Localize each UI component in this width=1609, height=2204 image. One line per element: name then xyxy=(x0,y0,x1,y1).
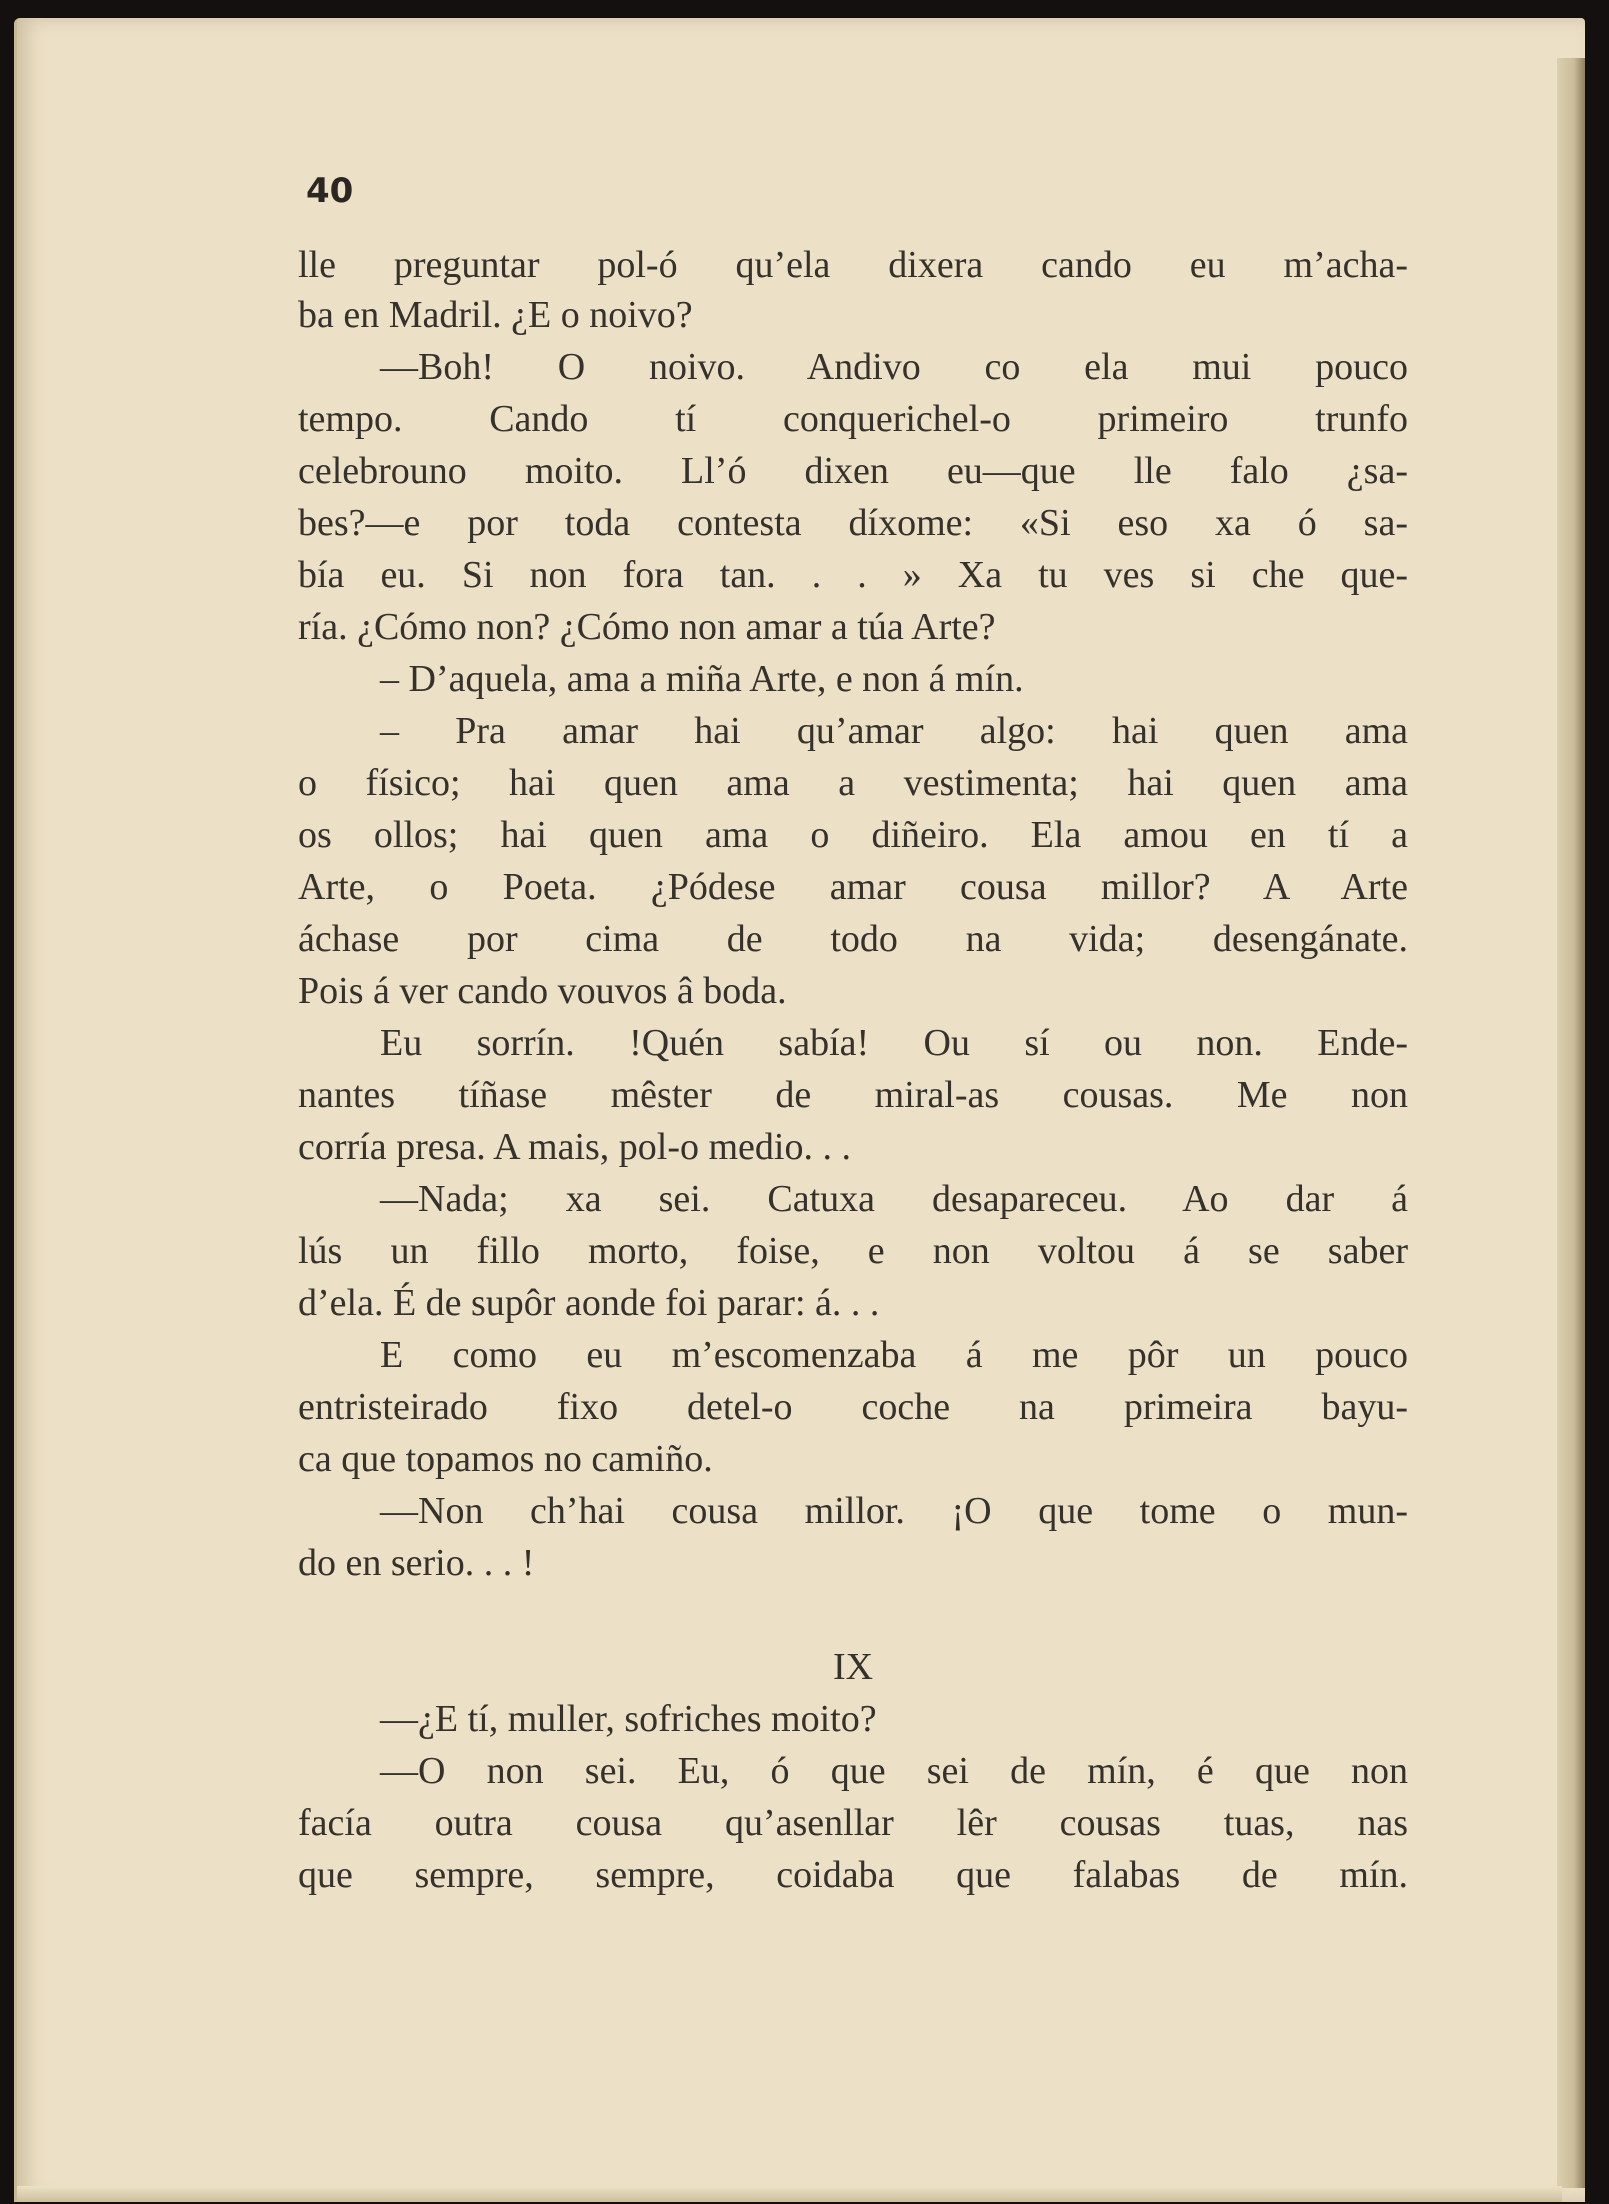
text-line: facía outra cousa qu’asenllar lêr cousas tuas, nas xyxy=(298,1802,1408,1844)
text-line: Arte, o Poeta. ¿Pódese amar cousa millor? A Arte xyxy=(298,866,1408,908)
text-line: nantes tíñase mêster de miral-as cousas. Me non xyxy=(298,1074,1408,1116)
text-line: —¿E tí, muller, sofriches moito? xyxy=(380,1698,877,1740)
page-edge xyxy=(1557,58,1585,2188)
chapter-heading: IX xyxy=(832,1646,874,1688)
text-line: Pois á ver cando vouvos â boda. xyxy=(298,970,787,1012)
text-line: do en serio. . . ! xyxy=(298,1542,535,1584)
text-line: d’ela. É de supôr aonde foi parar: á. . . xyxy=(298,1282,880,1324)
page-bottom-edge xyxy=(17,2186,1562,2202)
text-line: bes?—e por toda contesta díxome: «Si eso xa ó sa- xyxy=(298,502,1408,544)
text-line: —O non sei. Eu, ó que sei de mín, é que non xyxy=(380,1750,1408,1792)
text-line: Eu sorrín. !Quén sabía! Ou sí ou non. Ende- xyxy=(380,1022,1408,1064)
text-line: ba en Madril. ¿E o noivo? xyxy=(298,294,693,336)
text-line: lle preguntar pol-ó qu’ela dixera cando eu m’acha- xyxy=(298,244,1408,286)
text-line: corría presa. A mais, pol-o medio. . . xyxy=(298,1126,851,1168)
text-line: o físico; hai quen ama a vestimenta; hai quen ama xyxy=(298,762,1408,804)
text-line: lús un fillo morto, foise, e non voltou á se saber xyxy=(298,1230,1408,1272)
text-line: ría. ¿Cómo non? ¿Cómo non amar a túa Arte? xyxy=(298,606,996,648)
text-line: ca que topamos no camiño. xyxy=(298,1438,713,1480)
text-line: E como eu m’escomenzaba á me pôr un pouco xyxy=(380,1334,1408,1376)
text-line: que sempre, sempre, coidaba que falabas de mín. xyxy=(298,1854,1408,1896)
text-line: áchase por cima de todo na vida; desengánate. xyxy=(298,918,1408,960)
text-line: —Nada; xa sei. Catuxa desapareceu. Ao dar á xyxy=(380,1178,1408,1220)
text-line: entristeirado fixo detel-o coche na primeira bayu- xyxy=(298,1386,1408,1428)
text-line: tempo. Cando tí conquerichel-o primeiro trunfo xyxy=(298,398,1408,440)
text-line: os ollos; hai quen ama o diñeiro. Ela amou en tí a xyxy=(298,814,1408,856)
text-line: bía eu. Si non fora tan. . . » Xa tu ves si che que- xyxy=(298,554,1408,596)
text-line: celebrouno moito. Ll’ó dixen eu—que lle falo ¿sa- xyxy=(298,450,1408,492)
text-line: – D’aquela, ama a miña Arte, e non á mín. xyxy=(380,658,1024,700)
page-number: 40 xyxy=(306,171,354,211)
text-line: —Boh! O noivo. Andivo co ela mui pouco xyxy=(380,346,1408,388)
text-line: —Non ch’hai cousa millor. ¡O que tome o mun- xyxy=(380,1490,1408,1532)
text-line: – Pra amar hai qu’amar algo: hai quen ama xyxy=(380,710,1408,752)
